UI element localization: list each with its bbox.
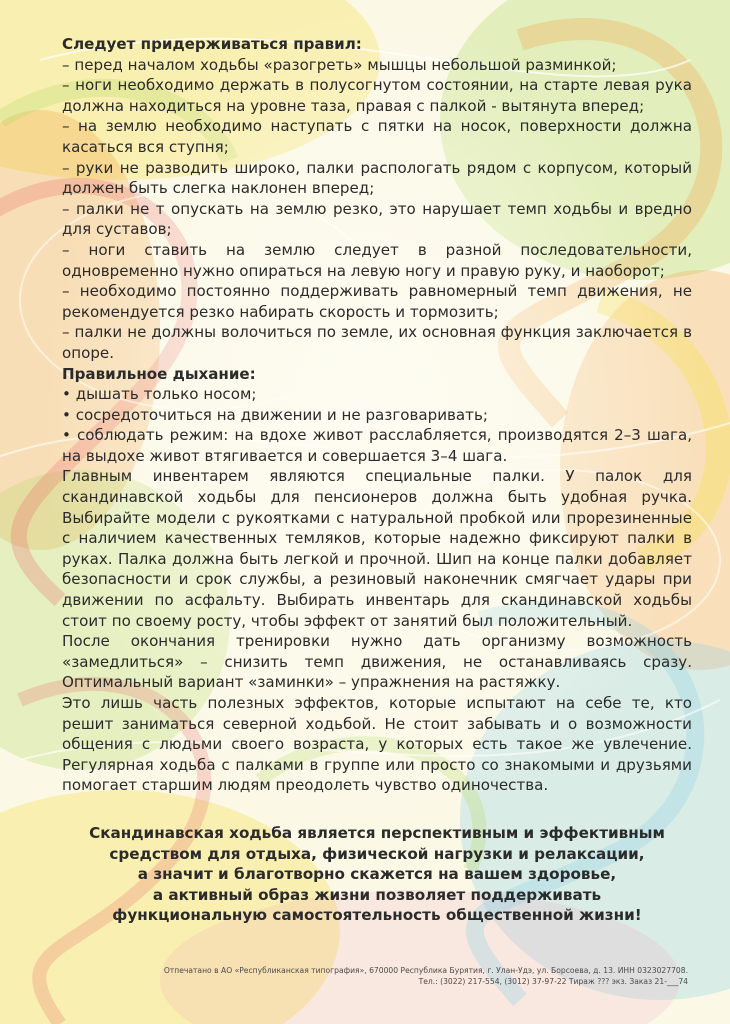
closing-statement [62, 823, 692, 926]
imprint-line: Отпечатано в АО «Республиканская типография», 670000 Республика Бурятия, г. Улан-Удэ, ул. Борсоева, д. 13. ИНН 0323027708. [163, 966, 688, 975]
rule-item: – ноги необходимо держать в полусогнутом состоянии, на старте левая рука должна находиться на уровне таза, правая с палкой - вытянута вперед; [62, 76, 692, 115]
imprint-line: Тел.: (3022) 217-554, (3012) 37-97-22 Тираж ??? экз. Заказ 21-___74 [418, 977, 688, 986]
closing-line: а активный образ жизни позволяет поддерживать [152, 885, 602, 904]
paragraph-cooldown: После окончания тренировки нужно дать организму возможность «замедлиться» – снизить темп движения, не останавливаясь сразу. Оптимальный вариант «заминки» – упражнения на растяжку. [62, 632, 692, 692]
rule-item: – палки не должны волочиться по земле, их основная функция заключается в опоре. [62, 323, 692, 362]
breathing-item: • дышать только носом; [62, 385, 257, 404]
rule-item: – ноги ставить на землю следует в разной последовательности, одновременно нужно опираться на левую ногу и правую руку, и наоборот; [62, 240, 692, 280]
paragraph-equipment: Главным инвентарем являются специальные палки. У палок для скандинавской ходьбы для пенсионеров должна быть удобная ручка. Выбирайте модели с рукоятками с натуральной пробкой или прорезиненные с наличием качественных темляков, которые надежно фиксируют палки в руках. Палка должна быть легкой и прочной. Шип на конце палки добавляет безопасности и срок службы, а резиновый наконечник смягчает удары при движении по асфальту. Выбирать инвентарь для скандинавской ходьбы стоит по своему росту, чтобы эффект от занятий был положительный. [62, 467, 692, 630]
closing-line: средством для отдыха, физической нагрузки и релаксации, [109, 844, 645, 863]
rule-item: – на землю необходимо наступать с пятки на носок, поверхности должна касаться вся ступня; [62, 117, 692, 156]
breathing-heading: Правильное дыхание: [62, 364, 256, 383]
rule-item: – перед началом ходьбы «разогреть» мышцы небольшой разминкой; [62, 55, 617, 74]
closing-line: Скандинавская ходьба является перспективным и эффективным [89, 824, 665, 842]
printer-imprint [88, 965, 688, 987]
paragraph-social: Это лишь часть полезных эффектов, которые испытают на себе те, кто решит заниматься северной ходьбой. Не стоит забывать и о возможности общения с людьми своего возраста, у которых есть такое же увлечение. Регулярная ходьба с палками в группе или просто со знакомыми и друзьями помогает старшим людям преодолеть чувство одиночества. [62, 694, 692, 795]
rule-item: – руки не разводить широко, палки распологать рядом с корпусом, который должен быть слегка наклонен вперед; [62, 158, 692, 198]
breathing-item: • сосредоточиться на движении и не разговаривать; [62, 405, 488, 424]
closing-line: функциональную самостоятельность общественной жизни! [112, 906, 642, 925]
rules-heading: Следует придерживаться правил: [62, 35, 362, 53]
breathing-item: • соблюдать режим: на вдохе живот расслабляется, производятся 2–3 шага, на выдохе живот втягивается и совершается 3–4 шага. [62, 426, 692, 465]
rule-item: – палки не т опускать на землю резко, это нарушает темп ходьбы и вредно для суставов; [62, 199, 692, 239]
closing-line: а значит и благотворно скажется на вашем здоровье, [137, 865, 617, 884]
article-body [62, 34, 692, 796]
rule-item: – необходимо постоянно поддерживать равномерный темп движения, не рекомендуется резко набирать скорость и тормозить; [62, 282, 692, 321]
